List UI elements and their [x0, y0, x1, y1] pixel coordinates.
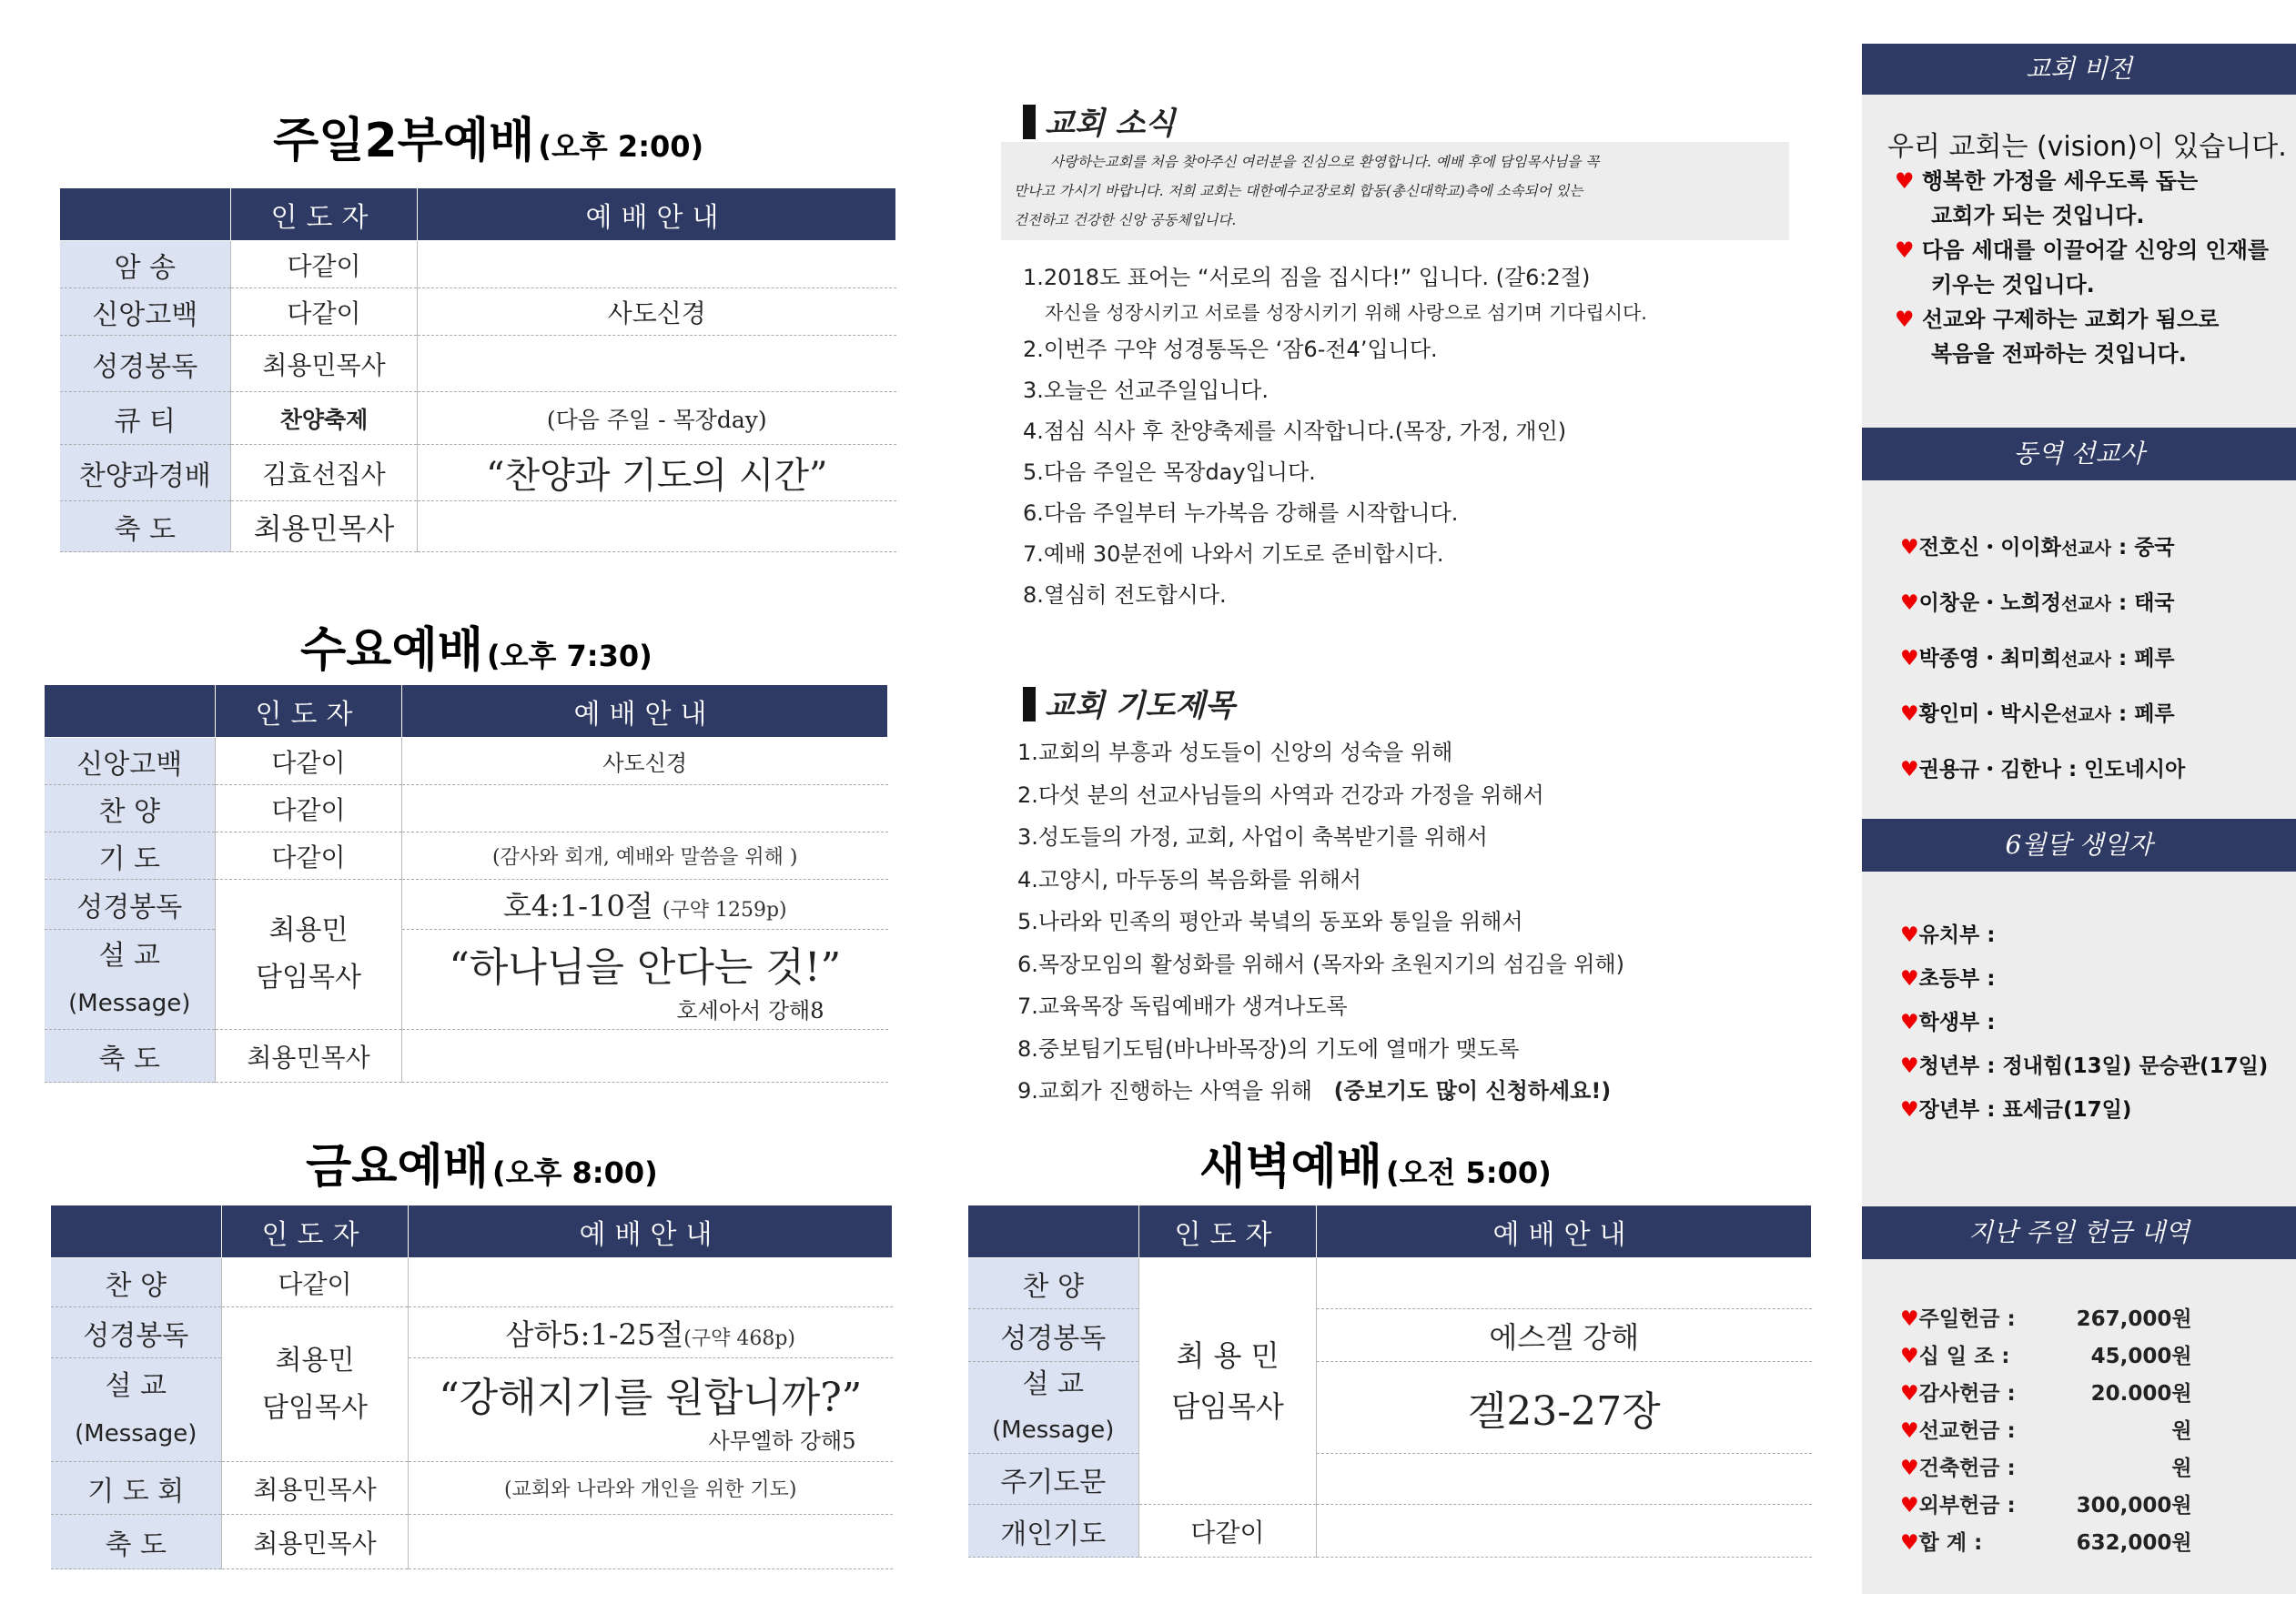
heart-icon: ♥ [1900, 1531, 1919, 1555]
news-item: 8.열심히 전도합시다. [1023, 582, 1227, 608]
news-item: 4.점심 식사 후 찬양축제를 시작합니다.(목장, 가정, 개인) [1023, 419, 1567, 444]
row-label: 암 송 [60, 241, 231, 288]
row-leader: 김효선집사 [231, 445, 418, 501]
row-label: 설 교 [1022, 1368, 1084, 1400]
missionary-item: ♥황인미・박시은선교사 : 페루 [1900, 702, 2175, 726]
prayer-item: 9.교회가 진행하는 사역을 위해 [1017, 1078, 1312, 1104]
row-guide: (교회와 나라와 개인을 위한 기도) [409, 1462, 893, 1515]
prayer-heading-text: 교회 기도제목 [1045, 688, 1235, 724]
col-leader: 인도자 [216, 685, 402, 738]
news-intro-line: 건전하고 건강한 신앙 공동체입니다. [1014, 212, 1237, 228]
vision-item: 키우는 것입니다. [1931, 272, 2095, 298]
col-leader: 인도자 [222, 1205, 409, 1258]
row-label: 찬양과경배 [60, 445, 231, 501]
offering-list [1900, 1301, 2246, 1562]
row-guide: 에스겔 강해 [1317, 1309, 1812, 1362]
row-leader: 다같이 [216, 738, 402, 785]
col-leader: 인도자 [231, 188, 418, 241]
news-intro-line: 사랑하는교회를 처음 찾아주신 여러분을 진심으로 환영합니다. 예배 후에 담임목사님을 꼭 [1050, 154, 1600, 170]
row-label: 설 교 [105, 1369, 167, 1402]
sermon-series: 호세아서 강해8 [676, 998, 824, 1024]
row-leader: 최용민목사 [222, 1515, 409, 1569]
row-label: 신앙고백 [45, 738, 216, 785]
preacher-title: 담임목사 [1171, 1389, 1284, 1424]
news-item: 6.다음 주일부터 누가복음 강해를 시작합니다. [1023, 500, 1459, 526]
heart-icon: ♥ [1900, 1307, 1919, 1331]
sunday-time: (오후 2:00) [538, 129, 704, 164]
prayer-item: 5.나라와 민족의 평안과 북녘의 동포와 통일을 위해서 [1017, 909, 1523, 934]
col-guide: 예배안내 [402, 685, 888, 738]
row-label: 기 도 회 [51, 1462, 222, 1515]
dawn-title-text: 새벽예배 [1199, 1140, 1382, 1195]
page-ref: (구약 468p) [683, 1326, 796, 1350]
row-guide: 겔23-27장 [1317, 1362, 1812, 1454]
vision-item: 다음 세대를 이끌어갈 신앙의 인재를 [1921, 237, 2270, 263]
birthday-item: ♥장년부 : 표세금(17일) [1900, 1098, 2132, 1122]
vision-item: 복음을 전파하는 것입니다. [1931, 341, 2187, 367]
wednesday-service-title [300, 611, 652, 680]
birthday-item: ♥유치부 : [1900, 923, 1996, 947]
row-guide: 사도신경 [402, 738, 888, 785]
prayer-item: 6.목장모임의 활성화를 위해서 (목자와 초원지기의 섬김을 위해) [1017, 951, 1624, 977]
heart-icon: ♥ [1900, 1382, 1919, 1406]
vision-heading: 교회 비전 [1862, 44, 2296, 95]
missionary-item: ♥이창운・노희정선교사 : 태국 [1900, 591, 2175, 615]
heart-icon: ♥ [1900, 591, 1919, 615]
offering-row: ♥ 합 계 : 632,000원 [1900, 1525, 2246, 1562]
row-guide [418, 336, 896, 392]
row-leader: 최용민목사 [231, 336, 418, 392]
wednesday-time: (오후 7:30) [486, 639, 652, 673]
friday-service-table [50, 1205, 893, 1569]
row-label: 축 도 [45, 1030, 216, 1083]
prayer-item: 1.교회의 부흥과 성도들이 신앙의 성숙을 위해 [1017, 740, 1453, 765]
offering-row: ♥ 주일헌금 : 267,000원 [1900, 1301, 2246, 1338]
missionaries-heading: 동역 선교사 [1862, 428, 2296, 480]
heart-icon: ♥ [1900, 923, 1919, 947]
col-leader: 인도자 [1139, 1205, 1317, 1258]
preacher-name: 최용민 [268, 914, 349, 946]
offering-row: ♥ 선교헌금 : 원 [1900, 1413, 2246, 1450]
friday-time: (오후 8:00) [491, 1155, 658, 1190]
birthday-item: ♥초등부 : [1900, 967, 1996, 991]
row-guide: (다음 주일 - 목장day) [418, 392, 896, 445]
row-label: 성경봉독 [51, 1307, 222, 1358]
missionary-item: ♥박종영・최미희선교사 : 페루 [1900, 647, 2175, 671]
news-intro-line: 만나고 가시기 바랍니다. 저희 교회는 대한예수교장로회 합동(총신대학교)측에 소속되어 있는 [1014, 183, 1583, 199]
row-label: 주기도문 [968, 1454, 1139, 1505]
row-label-sub: (Message) [992, 1417, 1115, 1444]
row-leader: 최용민목사 [231, 501, 418, 552]
sermon-title: “강해지기를 원합니까?” [439, 1375, 863, 1421]
preacher-title: 담임목사 [262, 1391, 368, 1424]
row-leader: 다같이 [231, 288, 418, 336]
row-label: 개인기도 [968, 1505, 1139, 1558]
row-label: 큐 티 [60, 392, 231, 445]
offering-row: ♥ 십 일 조 : 45,000원 [1900, 1338, 2246, 1376]
row-guide [418, 501, 896, 552]
right-sidebar [1862, 44, 2296, 1594]
row-guide: (감사와 회개, 예배와 말씀을 위해 ) [402, 832, 888, 880]
offering-row: ♥ 감사헌금 : 20.000원 [1900, 1376, 2246, 1413]
offering-row: ♥ 건축헌금 : 원 [1900, 1450, 2246, 1488]
dawn-service-title [1199, 1128, 1552, 1196]
vision-intro: 우리 교회는 (vision)이 있습니다. [1887, 131, 2287, 163]
prayer-heading [1023, 681, 1235, 725]
heart-icon: ♥ [1900, 702, 1919, 726]
news-item: 7.예배 30분전에 나와서 기도로 준비합시다. [1023, 541, 1444, 567]
heart-icon: ♥ [1900, 1345, 1919, 1368]
news-item: 자신을 성장시키고 서로를 성장시키기 위해 사랑으로 섬기며 기다립시다. [1045, 302, 1647, 324]
heart-icon: ♥ [1900, 1054, 1919, 1078]
row-leader: 다같이 [216, 832, 402, 880]
row-leader: 찬양축제 [231, 392, 418, 445]
row-leader: 최용민목사 [222, 1462, 409, 1515]
col-guide: 예배안내 [1317, 1205, 1812, 1258]
row-leader: 다같이 [216, 785, 402, 832]
prayer-item: 8.중보팀기도팀(바나바목장)의 기도에 열매가 맺도록 [1017, 1035, 1520, 1062]
offering-row: ♥ 외부헌금 : 300,000원 [1900, 1488, 2246, 1525]
news-intro-box [1001, 142, 1789, 240]
prayer-emphasis: (중보기도 많이 신청하세요!) [1333, 1078, 1612, 1104]
row-guide: “찬양과 기도의 시간” [418, 445, 896, 501]
wednesday-title-text: 수요예배 [300, 623, 483, 678]
heading-bar [1023, 105, 1036, 139]
news-item: 1.2018도 표어는 “서로의 짐을 집시다!” 입니다. (갈6:2절) [1023, 265, 1591, 290]
row-guide: 사도신경 [418, 288, 896, 336]
news-item: 2.이번주 구약 성경통독은 ‘잠6-전4’입니다. [1023, 337, 1438, 362]
birthday-item: ♥학생부 : [1900, 1011, 1996, 1034]
heart-icon: ♥ [1900, 1098, 1919, 1122]
news-list [1023, 258, 1647, 616]
missionary-item: ♥전호신・이이화선교사 : 중국 [1900, 536, 2175, 560]
preacher-cell [216, 880, 402, 1030]
heart-icon: ♥ [1900, 758, 1919, 782]
scripture-ref: 삼하5:1-25절 [505, 1316, 684, 1352]
preacher-name: 최용민 [275, 1344, 355, 1377]
prayer-item: 7.교육목장 독립예배가 생겨나도록 [1017, 994, 1348, 1019]
sunday-service-table [59, 187, 896, 552]
row-label: 찬 양 [968, 1258, 1139, 1309]
missionary-list [1900, 520, 2185, 798]
scripture-ref: 호4:1-10절 [502, 889, 653, 923]
prayer-item: 4.고양시, 마두동의 복음화를 위해서 [1017, 866, 1361, 893]
sunday-title-text: 주일2부예배 [273, 114, 535, 168]
dawn-service-table [967, 1205, 1812, 1558]
row-label: 찬 양 [51, 1258, 222, 1307]
prayer-list [1017, 731, 1624, 1113]
sermon-series: 사무엘하 강해5 [708, 1428, 856, 1454]
row-label: 기 도 [45, 832, 216, 880]
row-label: 신앙고백 [60, 288, 231, 336]
col-guide: 예배안내 [418, 188, 896, 241]
wednesday-service-table [44, 684, 888, 1083]
news-item: 3.오늘은 선교주일입니다. [1023, 378, 1269, 403]
sermon-title: “하나님을 안다는 것!” [449, 944, 842, 991]
heart-icon: ♥ [1900, 967, 1919, 991]
row-label: 찬 양 [45, 785, 216, 832]
heart-icon: ♥ [1900, 1011, 1919, 1034]
row-guide [418, 241, 896, 288]
row-leader: 다같이 [231, 241, 418, 288]
row-label: 성경봉독 [45, 880, 216, 930]
heart-icon: ♥ [1900, 647, 1919, 671]
heart-icon: ♥ [1895, 237, 1915, 263]
col-guide: 예배안내 [409, 1205, 893, 1258]
page-ref: (구약 1259p) [662, 899, 787, 922]
heading-bar [1023, 687, 1036, 721]
prayer-item: 2.다섯 분의 선교사님들의 사역과 건강과 가정을 위해서 [1017, 782, 1544, 808]
heart-icon: ♥ [1900, 1494, 1919, 1518]
row-label: 성경봉독 [968, 1309, 1139, 1362]
heart-icon: ♥ [1895, 307, 1915, 332]
vision-item: 행복한 가정을 세우도록 돕는 [1921, 168, 2199, 194]
preacher-title: 담임목사 [256, 962, 361, 994]
preacher-name: 최 용 민 [1176, 1338, 1279, 1373]
birthday-list [1900, 913, 2268, 1132]
heart-icon: ♥ [1900, 1457, 1919, 1480]
news-item: 5.다음 주일은 목장day입니다. [1023, 459, 1316, 485]
missionary-item: ♥권용규・김한나 : 인도네시아 [1900, 758, 2186, 782]
preacher-cell [222, 1307, 409, 1462]
heart-icon: ♥ [1900, 1419, 1919, 1443]
dawn-time: (오전 5:00) [1385, 1155, 1552, 1190]
row-label-sub: (Message) [75, 1419, 197, 1447]
vision-item: 교회가 되는 것입니다. [1931, 203, 2145, 228]
birthday-item: ♥청년부 : 정내힘(13일) 문승관(17일) [1900, 1054, 2269, 1078]
news-heading-text: 교회 소식 [1045, 106, 1176, 142]
preacher-cell [1139, 1258, 1317, 1505]
offering-heading: 지난 주일 헌금 내역 [1862, 1206, 2296, 1259]
heart-icon: ♥ [1900, 536, 1919, 560]
row-label-sub: (Message) [68, 989, 191, 1017]
news-heading [1023, 98, 1175, 143]
row-label: 성경봉독 [60, 336, 231, 392]
sunday-service-title [273, 102, 703, 170]
friday-service-title [306, 1128, 658, 1196]
row-label: 축 도 [60, 501, 231, 552]
row-leader: 다같이 [222, 1258, 409, 1307]
row-label: 설 교 [98, 939, 160, 972]
row-label: 축 도 [51, 1515, 222, 1569]
row-leader: 최용민목사 [216, 1030, 402, 1083]
vision-item: 선교와 구제하는 교회가 됨으로 [1921, 307, 2220, 332]
row-leader: 다같이 [1139, 1505, 1317, 1558]
birthdays-heading: 6월달 생일자 [1862, 819, 2296, 872]
prayer-item: 3.성도들의 가정, 교회, 사업이 축복받기를 위해서 [1017, 824, 1488, 850]
friday-title-text: 금요예배 [306, 1140, 489, 1195]
heart-icon: ♥ [1895, 168, 1915, 194]
